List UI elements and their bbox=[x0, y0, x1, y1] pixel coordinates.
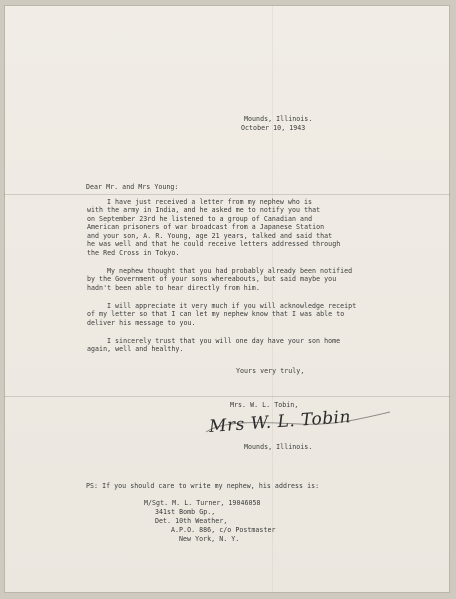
address-line: Det. 10th Weather, bbox=[155, 517, 228, 525]
body-line: he was well and that he could receive letters addressed through bbox=[87, 240, 341, 248]
body-line: I sincerely trust that you will one day have your son home bbox=[107, 337, 341, 345]
address-line: 341st Bomb Gp., bbox=[155, 508, 216, 516]
fold-line bbox=[4, 194, 450, 195]
body-line: the Red Cross in Tokyo. bbox=[87, 249, 180, 257]
handwritten-signature: Mrs W. L. Tobin bbox=[208, 407, 352, 437]
signer-name: Mrs. W. L. Tobin, bbox=[230, 401, 299, 409]
address-line: A.P.O. 886, c/o Postmaster bbox=[171, 526, 276, 534]
signer-place: Mounds, Illinois. bbox=[244, 443, 313, 451]
fold-line bbox=[4, 396, 450, 397]
postscript: PS: If you should care to write my nephew, his address is: bbox=[86, 482, 320, 490]
body-line: deliver his message to you. bbox=[87, 319, 196, 327]
body-line: I will appreciate it very much if you will acknowledge receipt bbox=[107, 302, 357, 310]
address-line: M/Sgt. M. L. Turner, 19046058 bbox=[144, 499, 261, 507]
body-line: American prisoners of war broadcast from a Japanese Station bbox=[87, 223, 325, 231]
body-line: again, well and healthy. bbox=[87, 345, 184, 353]
heading-date: October 10, 1943 bbox=[241, 124, 306, 132]
heading-place: Mounds, Illinois. bbox=[244, 115, 313, 123]
salutation: Dear Mr. and Mrs Young: bbox=[86, 183, 179, 191]
body-line: on September 23rd he listened to a group of Canadian and bbox=[87, 215, 313, 223]
body-line: My nephew thought that you had probably already been notified bbox=[107, 267, 353, 275]
address-line: New York, N. Y. bbox=[179, 535, 240, 543]
body-line: hadn't been able to hear directly from him. bbox=[87, 284, 260, 292]
closing: Yours very truly, bbox=[236, 367, 305, 375]
body-line: by the Government of your sons whereabouts, but said maybe you bbox=[87, 275, 337, 283]
body-line: of my letter so that I can let my nephew know that I was able to bbox=[87, 310, 345, 318]
body-line: and your son, A. R. Young, age 21 years, talked and said that bbox=[87, 232, 333, 240]
letter-sheet bbox=[4, 5, 450, 593]
body-line: I have just received a letter from my nephew who is bbox=[107, 198, 313, 206]
paper-crease bbox=[272, 5, 273, 593]
body-line: with the army in India, and he asked me to notify you that bbox=[87, 206, 321, 214]
